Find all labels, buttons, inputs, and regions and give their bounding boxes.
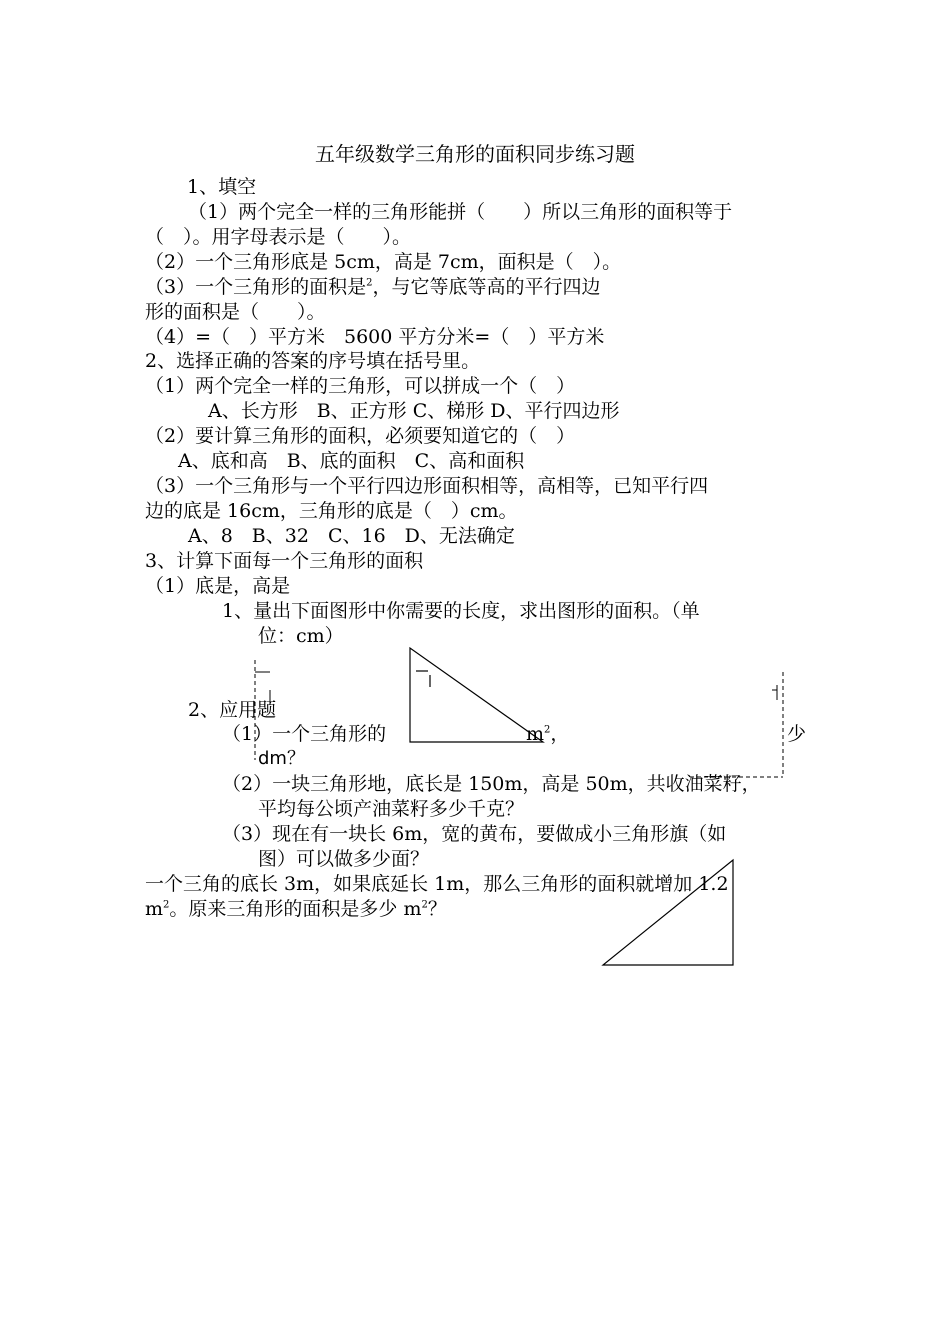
question-2-2: （2）要计算三角形的面积，必须要知道它的（ ） [145,425,576,447]
section-2-heading: 2、选择正确的答案的序号填在括号里。 [145,350,481,372]
question-2-2-options: A、底和高 B、底的面积 C、高和面积 [178,450,525,472]
application-2-line-1: （2）一块三角形地，底长是 150m，高是 50m，共收油菜籽， [222,773,761,795]
application-3-line-2: 图）可以做多少面？ [258,848,430,870]
final-question-line-1: 一个三角的底长 3m，如果底延长 1m，那么三角形的面积就增加 1.2 [145,873,729,895]
question-1-2: （2）一个三角形底是 5cm，高是 7cm，面积是（ ）。 [145,251,622,273]
measure-question-line-1: 1、量出下面图形中你需要的长度，求出图形的面积。（单 [222,600,700,622]
question-2-1: （1）两个完全一样的三角形，可以拼成一个（ ） [145,375,576,397]
question-2-3-options: A、8 B、32 C、16 D、无法确定 [188,525,515,547]
application-1-line-1: （1）一个三角形的 [222,723,387,745]
final-question-line-2: $m^2$。原来三角形的面积是多少 $m^2$？ [145,898,447,920]
question-1-3-line-2: 形的面积是（ ）。 [145,301,326,323]
application-heading: 2、应用题 [188,699,277,721]
application-1-tail: 少 [787,723,807,745]
question-2-3-line-2: 边的底是 16cm，三角形的底是（ ）cm。 [145,500,518,522]
question-2-3-line-1: （3）一个三角形与一个平行四边形面积相等，高相等，已知平行四 [145,475,709,497]
application-1-area-unit: $m^2$， [526,723,570,745]
question-2-1-options: A、长方形 B、正方形 C、梯形 D、平行四边形 [208,400,620,422]
question-3-1: （1）底是，高是 [145,575,291,597]
section-1-heading: 1、填空 [187,176,257,198]
question-1-1-line-1: （1）两个完全一样的三角形能拼（ ）所以三角形的面积等于 [188,201,733,223]
question-1-1-line-2: （ ）。用字母表示是（ ）。 [145,226,412,248]
question-1-3-line-1: （3）一个三角形的面积是$^2$，与它等底等高的平行四边 [145,276,601,298]
right-triangle-figure [410,648,543,742]
application-1-line-2: dm？ [258,748,305,769]
measure-question-line-2: 位：cm） [258,625,344,647]
section-3-heading: 3、计算下面每一个三角形的面积 [145,550,424,572]
flag-triangle-figure [603,860,733,965]
page-title: 五年级数学三角形的面积同步练习题 [315,142,635,166]
dashed-parallelogram-figure [255,660,783,777]
question-1-4: （4）=（ ）平方米 5600 平方分米=（ ）平方米 [145,326,605,348]
application-3-line-1: （3）现在有一块长 6m，宽的黄布，要做成小三角形旗（如 [222,823,727,845]
application-2-line-2: 平均每公顷产油菜籽多少千克？ [258,798,525,820]
